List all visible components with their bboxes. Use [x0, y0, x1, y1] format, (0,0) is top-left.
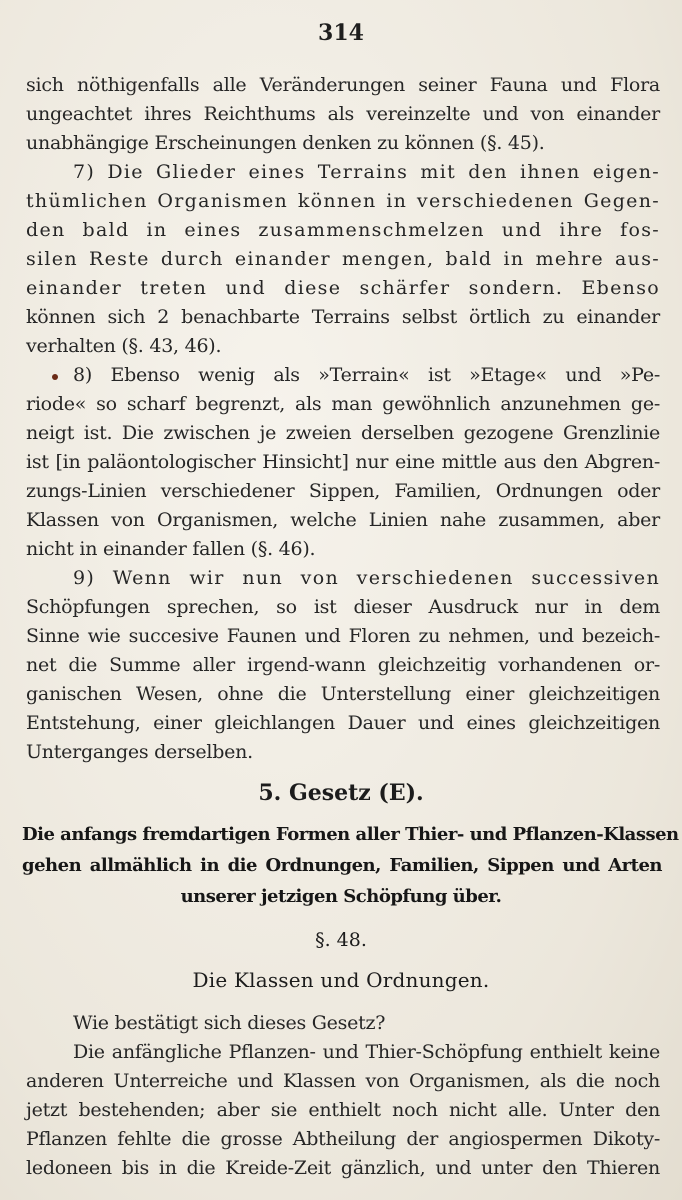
question-line: Wie bestätigt sich dieses Gesetz?	[73, 1012, 386, 1034]
section-title: Die Klassen und Ordnungen.	[192, 968, 490, 992]
text-line: ist [in paläontologischer Hinsicht] nur eine mittle aus den Abgren-	[26, 451, 660, 473]
text-line: riode« so scharf begrenzt, als man gewöhnlich anzunehmen ge-	[26, 393, 660, 415]
text-line: 8) Ebenso wenig als »Terrain« ist »Etage« und »Pe-	[73, 364, 660, 386]
text-line: 9) Wenn wir nun von verschiedenen successiven	[73, 567, 660, 589]
text-line: net die Summe aller irgend-wann gleichzeitig vorhandenen or-	[26, 654, 660, 676]
section-number: §. 48.	[315, 929, 367, 951]
page-number: 314	[318, 20, 364, 46]
text-line: Unterganges derselben.	[26, 741, 253, 763]
text-line: neigt ist. Die zwischen je zweien derselben gezogene Grenzlinie	[26, 422, 660, 444]
text-line: thümlichen Organismen können in verschiedenen Gegen-	[26, 190, 660, 212]
text-line: nicht in einander fallen (§. 46).	[26, 538, 316, 560]
text-line: Sinne wie succesive Faunen und Floren zu nehmen, und bezeich-	[26, 625, 660, 647]
text-line: Klassen von Organismen, welche Linien nahe zusammen, aber	[26, 509, 660, 531]
law-statement-line: Die anfangs fremdartigen Formen aller Thier- und Pflanzen-Klassen	[22, 824, 679, 845]
text-line: ledoneen bis in die Kreide-Zeit gänzlich, und unter den Thieren	[26, 1157, 660, 1179]
text-line: Entstehung, einer gleichlangen Dauer und eines gleichzeitigen	[26, 712, 660, 734]
text-line: sich nöthigenfalls alle Veränderungen seiner Fauna und Flora	[26, 74, 660, 96]
text-line: ungeachtet ihres Reichthums als vereinzelte und von einander	[26, 103, 660, 125]
ink-spot	[52, 374, 58, 380]
law-statement-line: gehen allmählich in die Ordnungen, Familien, Sippen und Arten	[22, 855, 662, 876]
text-line: können sich 2 benachbarte Terrains selbst örtlich zu einander	[26, 306, 660, 328]
text-line: den bald in eines zusammenschmelzen und ihre fos-	[26, 219, 660, 241]
text-line: 7) Die Glieder eines Terrains mit den ihnen eigen-	[73, 161, 660, 183]
text-line: Die anfängliche Pflanzen- und Thier-Schöpfung enthielt keine	[73, 1041, 660, 1063]
text-line: Schöpfungen sprechen, so ist dieser Ausdruck nur in dem	[26, 596, 660, 618]
text-line: ganischen Wesen, ohne die Unterstellung einer gleichzeitigen	[26, 683, 660, 705]
text-line: zungs-Linien verschiedener Sippen, Familien, Ordnungen oder	[26, 480, 660, 502]
text-line: Pflanzen fehlte die grosse Abtheilung der angiospermen Dikoty-	[26, 1128, 660, 1150]
text-line: verhalten (§. 43, 46).	[26, 335, 222, 357]
law-statement-line: unserer jetzigen Schöpfung über.	[180, 886, 502, 907]
law-heading: 5. Gesetz (E).	[258, 780, 424, 806]
text-line: anderen Unterreiche und Klassen von Organismen, als die noch	[26, 1070, 660, 1092]
text-line: einander treten und diese schärfer sondern. Ebenso	[26, 277, 660, 299]
text-line: jetzt bestehenden; aber sie enthielt noch nicht alle. Unter den	[26, 1099, 660, 1121]
text-line: unabhängige Erscheinungen denken zu können (§. 45).	[26, 132, 545, 154]
text-line: silen Reste durch einander mengen, bald in mehre aus-	[26, 248, 660, 270]
